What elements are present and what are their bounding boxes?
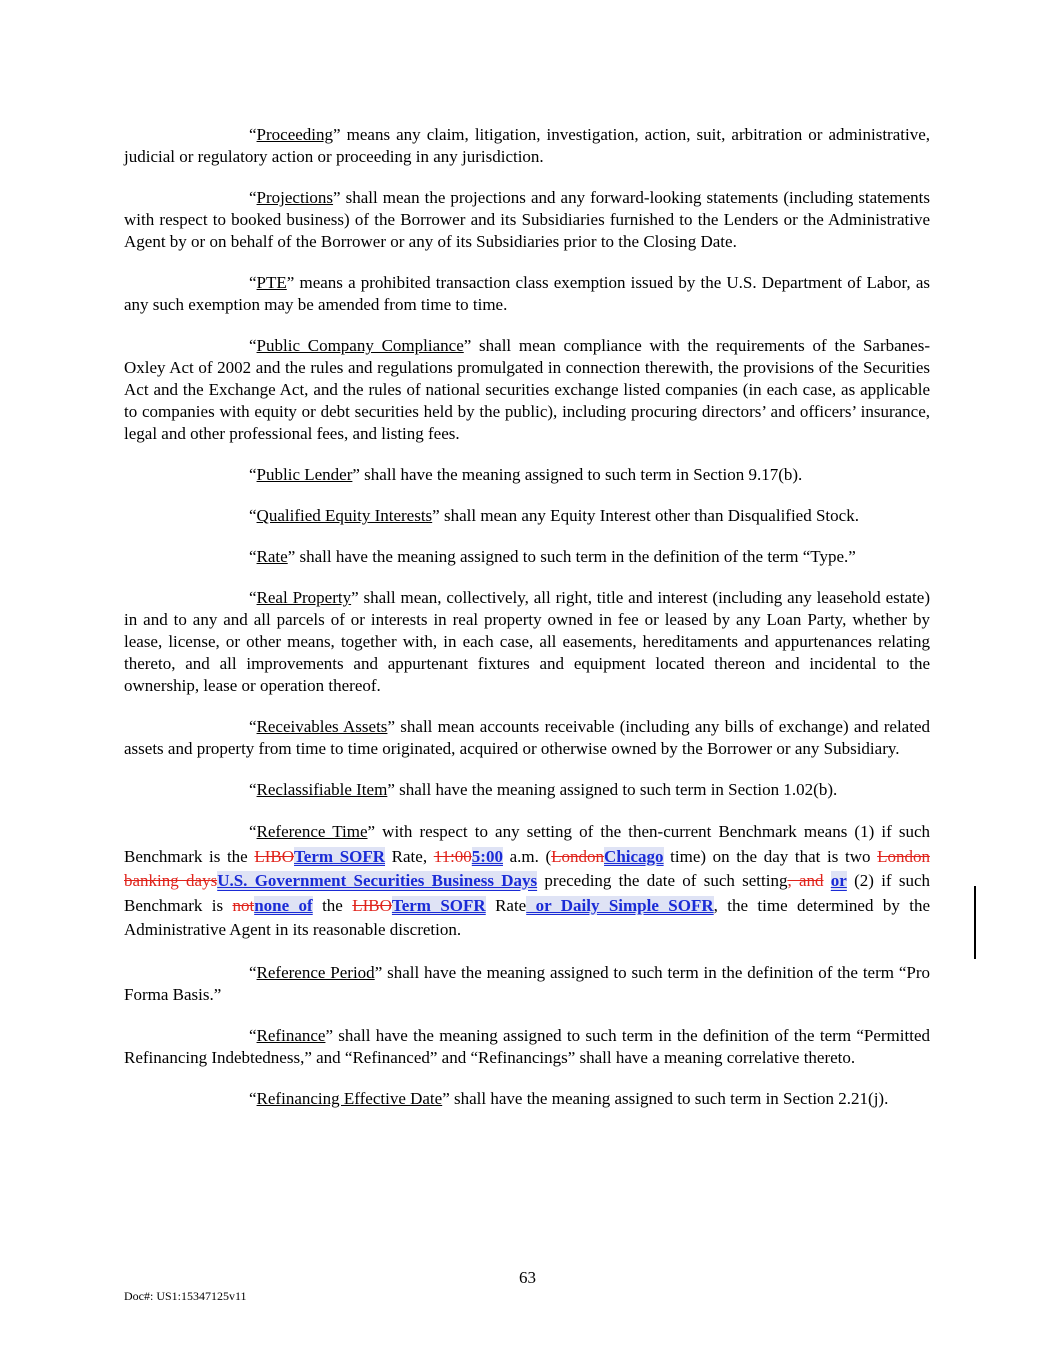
inserted-text: Chicago xyxy=(604,846,664,866)
defined-term: Public Company Compliance xyxy=(256,336,464,355)
definition-qualified-equity-interests: “Qualified Equity Interests” shall mean any Equity Interest other than Disqualified Stock. xyxy=(249,506,859,525)
definition-text: ” shall have the meaning assigned to such term in the definition of the term “Permitted Refinancing Indebtedness,” and “Refinanced” and “Refinancings” shall have a meaning correlative thereto. xyxy=(124,1025,930,1067)
defined-term: Rate xyxy=(256,547,288,566)
defined-term: Refinance xyxy=(256,1025,326,1045)
text-run: Rate, xyxy=(385,846,434,866)
definition-public-company-compliance: “Public Company Compliance” shall mean compliance with the requirements of the Sarbanes-Oxley Act of 2002 and the rules and regulations promulgated in connection therewith, the provisions of the Securities Act and the Exchange Act, and the rules of national securities exchange listed companies (in each case, as applicable to companies with equity or debt securities held by the public), including procuring directors’ and officers’ insurance, legal and other professional fees, and listing fees. xyxy=(124,336,930,443)
document-id: Doc#: US1:15347125v11 xyxy=(124,1289,247,1303)
inserted-text: or Daily Simple SOFR xyxy=(526,895,714,915)
deleted-text: LIBO xyxy=(254,846,295,866)
definition-text: ” shall have the meaning assigned to such term in Section 1.02(b). xyxy=(387,780,838,799)
definition-text: ” shall mean any Equity Interest other than Disqualified Stock. xyxy=(432,506,859,525)
text-run: , the time determined by the Administrative Agent in its reasonable discretion. xyxy=(124,895,931,939)
change-bar xyxy=(974,911,976,935)
definition-real-property: “Real Property” shall mean, collectively, all right, title and interest (including any leasehold estate) in and to any and all parcels of or interests in real property owned in fee or leased by any Loan Party, whether by lease, license, or other means, together with, in each case, all easements, hereditaments and appurtenances relating thereto, and all improvements and appurtenant fixtures and equipment located thereon and incidental to the ownership, lease or operation thereof. xyxy=(124,588,930,695)
deleted-text: London banking days xyxy=(124,846,930,890)
definition-text: ” shall have the meaning assigned to such term in the definition of the term “Type.” xyxy=(287,547,856,566)
document-body xyxy=(124,124,930,1129)
definition-text: ” shall have the meaning assigned to such term in Section 2.21(j). xyxy=(442,1088,889,1108)
change-bar xyxy=(974,935,976,959)
definition-proceeding: “Proceeding” means any claim, litigation, investigation, action, suit, arbitration or administrative, judicial or regulatory action or proceeding in any jurisdiction. xyxy=(124,125,930,166)
definition-public-lender: “Public Lender” shall have the meaning assigned to such term in Section 9.17(b). xyxy=(249,465,803,484)
defined-term: Real Property xyxy=(256,588,352,607)
text-run: a.m. ( xyxy=(502,846,552,866)
definition-text: ” shall mean accounts receivable (including any bills of exchange) and related assets and property from time to time originated, acquired or otherwise owned by the Borrower or any Subsidiary. xyxy=(124,717,930,758)
defined-term: Reference Period xyxy=(256,962,375,982)
definition-pte: “PTE” means a prohibited transaction class exemption issued by the U.S. Department of Labor, as any such exemption may be amended from time to time. xyxy=(124,273,930,314)
definition-text: ” means any claim, litigation, investigation, action, suit, arbitration or administrative, judicial or regulatory action or proceeding in any jurisdiction. xyxy=(124,125,930,166)
deleted-text: not xyxy=(232,895,255,915)
text-run: ” with respect to any setting of the then-current Benchmark means (1) if such Benchmark is the xyxy=(124,822,931,866)
definition-text: ” shall mean the projections and any forward-looking statements (including statements with respect to booked business) of the Borrower and its Subsidiaries furnished to the Lenders or the Administrative Agent by or on behalf of the Borrower or any of its Subsidiaries prior to the Closing Date. xyxy=(124,188,930,251)
text-run: Rate xyxy=(485,895,527,915)
definition-text: ” means a prohibited transaction class exemption issued by the U.S. Department of Labor, as any such exemption may be amended from time to time. xyxy=(124,273,930,314)
deleted-text: London xyxy=(551,846,605,866)
deleted-text: 11:00 xyxy=(433,846,472,866)
inserted-text: or xyxy=(830,871,847,890)
definition-refinancing-effective-date: “Refinancing Effective Date” shall have the meaning assigned to such term in Section 2.21(j). xyxy=(249,1088,889,1108)
definition-projections: “Projections” shall mean the projections and any forward-looking statements (including statements with respect to booked business) of the Borrower and its Subsidiaries furnished to the Lenders or the Administrative Agent by or on behalf of the Borrower or any of its Subsidiaries prior to the Closing Date. xyxy=(124,188,930,251)
text-run: preceding the date of such setting xyxy=(537,871,788,890)
defined-term: Proceeding xyxy=(256,125,334,144)
defined-term: Public Lender xyxy=(256,465,353,484)
inserted-text: 5:00 xyxy=(471,846,503,866)
text-run: (2) if such Benchmark is xyxy=(124,871,930,915)
defined-term: Receivables Assets xyxy=(256,717,388,736)
defined-term: Reclassifiable Item xyxy=(256,780,388,799)
definition-rate: “Rate” shall have the meaning assigned to such term in the definition of the term “Type.” xyxy=(249,547,856,566)
page-number: 63 xyxy=(519,1268,536,1287)
change-bar xyxy=(974,886,976,911)
definition-text: ” shall mean, collectively, all right, title and interest (including any leasehold estate) in and to any and all parcels of or interests in real property owned in fee or leased by any Loan Party, whether by lease, license, or other means, together with, in each case, all easements, hereditaments and appurtenances relating thereto, and all improvements and appurtenant fixtures and equipment located thereon and incidental to the ownership, lease or operation thereof. xyxy=(124,588,930,695)
defined-term: PTE xyxy=(256,273,287,292)
definition-receivables-assets: “Receivables Assets” shall mean accounts receivable (including any bills of exchange) and related assets and property from time to time originated, acquired or otherwise owned by the Borrower or any Subsidiary. xyxy=(124,717,930,758)
definition-text: ” shall mean compliance with the requirements of the Sarbanes-Oxley Act of 2002 and the rules and regulations promulgated in connection therewith, the provisions of the Securities Act and the Exchange Act, and the rules of national securities exchange listed companies (in each case, as applicable to companies with equity or debt securities held by the public), including procuring directors’ and officers’ insurance, legal and other professional fees, and listing fees. xyxy=(124,336,930,443)
text-run xyxy=(824,871,831,890)
defined-term: Projections xyxy=(256,188,334,207)
definition-reference-period: “Reference Period” shall have the meaning assigned to such term in the definition of the term “Pro Forma Basis.” xyxy=(124,962,931,1004)
definition-reclassifiable-item: “Reclassifiable Item” shall have the meaning assigned to such term in Section 1.02(b). xyxy=(249,780,838,799)
text-run: time) on the day that is two xyxy=(663,846,878,866)
inserted-text: Term SOFR xyxy=(391,895,486,915)
definition-text: ” shall have the meaning assigned to such term in Section 9.17(b). xyxy=(352,465,803,484)
inserted-text: U.S. Government Securities Business Days xyxy=(217,871,538,890)
definition-text: ” shall have the meaning assigned to such term in the definition of the term “Pro Forma Basis.” xyxy=(124,962,931,1004)
defined-term: Qualified Equity Interests xyxy=(256,506,433,525)
deleted-text: , and xyxy=(787,871,824,890)
inserted-text: Term SOFR xyxy=(294,846,386,866)
defined-term: Refinancing Effective Date xyxy=(256,1088,443,1108)
definition-refinance: “Refinance” shall have the meaning assigned to such term in the definition of the term “Permitted Refinancing Indebtedness,” and “Refinanced” and “Refinancings” shall have a meaning correlative thereto. xyxy=(124,1025,930,1067)
deleted-text: LIBO xyxy=(352,895,392,915)
definition-reference-time: “Reference Time” with respect to any setting of the then-current Benchmark means (1) if such Benchmark is the LIBOTerm SOFR Rate, 11:005:00 a.m. (LondonChicago time) on the day that is two London banking daysU.S. Government Securities Business Days preceding the date of such setting, and or (2) if such Benchmark is notnone of the LIBOTerm SOFR Rate or Daily Simple SOFR, the time determined by the Administrative Agent in its reasonable discretion. xyxy=(124,822,931,939)
inserted-text: none of xyxy=(254,895,313,915)
text-run: the xyxy=(312,895,353,915)
defined-term: Reference Time xyxy=(256,822,368,841)
